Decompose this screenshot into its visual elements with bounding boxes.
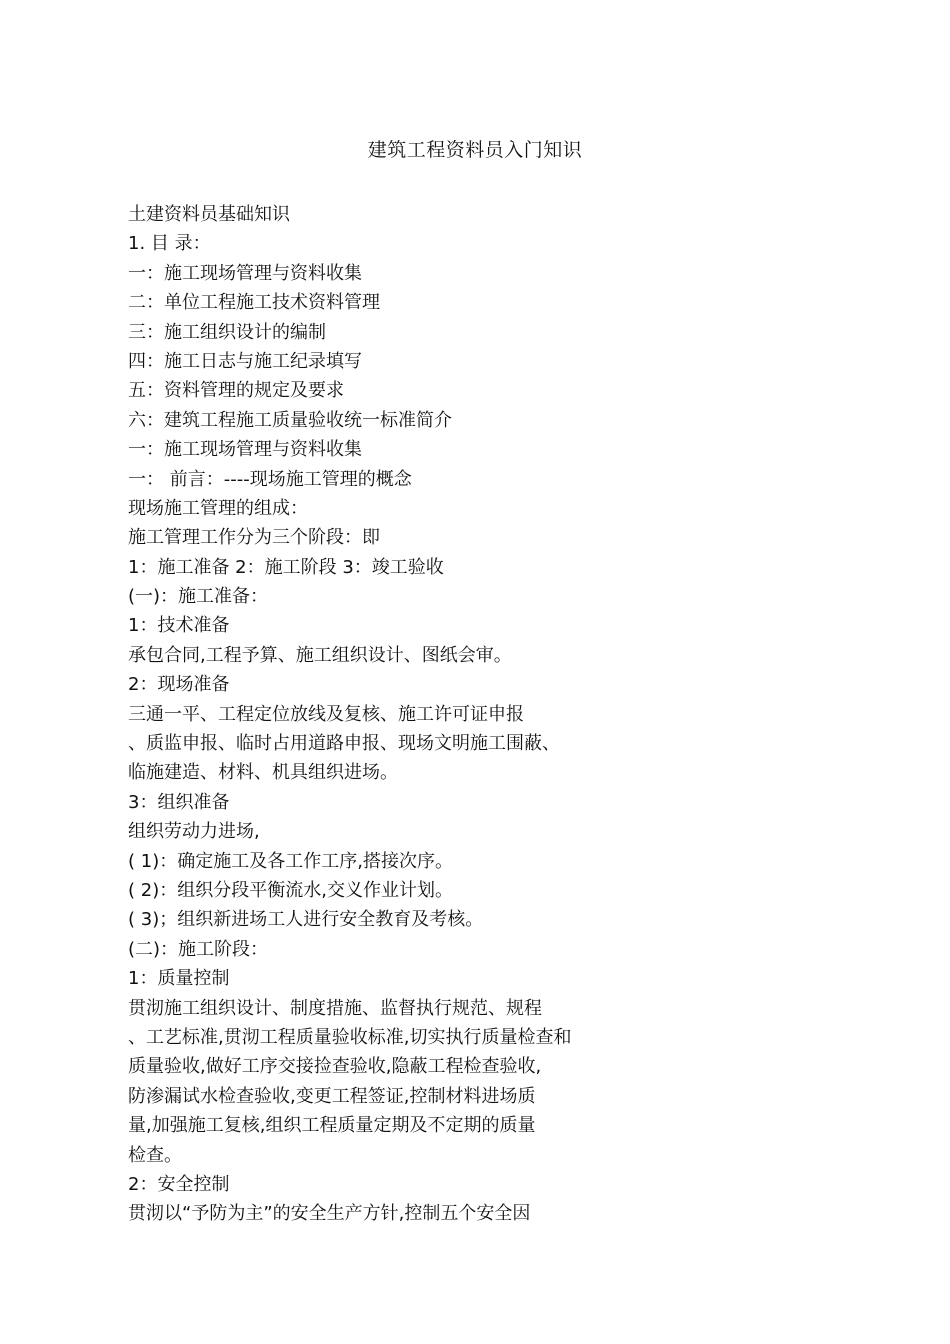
text-line: 施工管理工作分为三个阶段：即 <box>128 527 380 549</box>
text-line: 3：组织准备 <box>128 791 230 813</box>
text-line: 一： 前言：----现场施工管理的概念 <box>128 468 412 490</box>
text-line: 承包合同,工程予算、施工组织设计、图纸会审。 <box>128 644 512 666</box>
text-line: 2：安全控制 <box>128 1173 230 1195</box>
text-line: 五：资料管理的规定及要求 <box>128 380 344 402</box>
text-line: 二：单位工程施工技术资料管理 <box>128 292 380 314</box>
text-line: 组织劳动力进场, <box>128 821 260 843</box>
text-line: 贯沏施工组织设计、制度措施、监督执行规范、规程 <box>128 997 542 1019</box>
document-title: 建筑工程资料员入门知识 <box>367 139 583 161</box>
text-line: 临施建造、材料、机具组织进场。 <box>128 762 398 784</box>
text-line: 质量验收,做好工序交接捡查验收,隐蔽工程检查验收, <box>128 1056 542 1078</box>
text-line: 、质监申报、临时占用道路申报、现场文明施工围蔽、 <box>128 733 560 755</box>
text-line: 1：技术准备 <box>128 615 230 637</box>
text-line: 三通一平、工程定位放线及复核、施工许可证申报 <box>128 703 524 725</box>
text-line: 四：施工日志与施工纪录填写 <box>128 350 362 372</box>
text-line: 贯沏以“予防为主”的安全生产方针,控制五个安全因 <box>128 1203 531 1225</box>
text-line: ( 1)：确定施工及各工作工序,搭接次序。 <box>128 850 453 872</box>
text-line: 一：施工现场管理与资料收集 <box>128 439 362 461</box>
text-line: ( 3)；组织新进场工人进行安全教育及考核。 <box>128 909 484 931</box>
text-line: 2：现场准备 <box>128 674 230 696</box>
text-line: 现场施工管理的组成： <box>128 497 308 519</box>
text-line: (一)：施工准备： <box>128 586 269 608</box>
text-line: 三：施工组织设计的编制 <box>128 321 326 343</box>
text-line: 一：施工现场管理与资料收集 <box>128 262 362 284</box>
text-line: 检查。 <box>128 1144 182 1166</box>
text-line: 防渗漏试水检查验收,变更工程签证,控制材料进场质 <box>128 1085 536 1107</box>
text-line: 六：建筑工程施工质量验收统一标准简介 <box>128 409 452 431</box>
text-line: (二)：施工阶段： <box>128 938 269 960</box>
text-line: 1. 目 录： <box>128 233 211 255</box>
text-line: 土建资料员基础知识 <box>128 204 290 225</box>
text-line: 、工艺标准,贯沏工程质量验收标准,切实执行质量检查和 <box>128 1026 572 1048</box>
text-line: 量,加强施工复核,组织工程质量定期及不定期的质量 <box>128 1115 536 1137</box>
document-body <box>128 200 828 1229</box>
text-line: ( 2)：组织分段平衡流水,交义作业计划。 <box>128 879 453 901</box>
text-line: 1：施工准备 2：施工阶段 3：竣工验收 <box>128 556 444 578</box>
text-line: 1：质量控制 <box>128 968 230 990</box>
